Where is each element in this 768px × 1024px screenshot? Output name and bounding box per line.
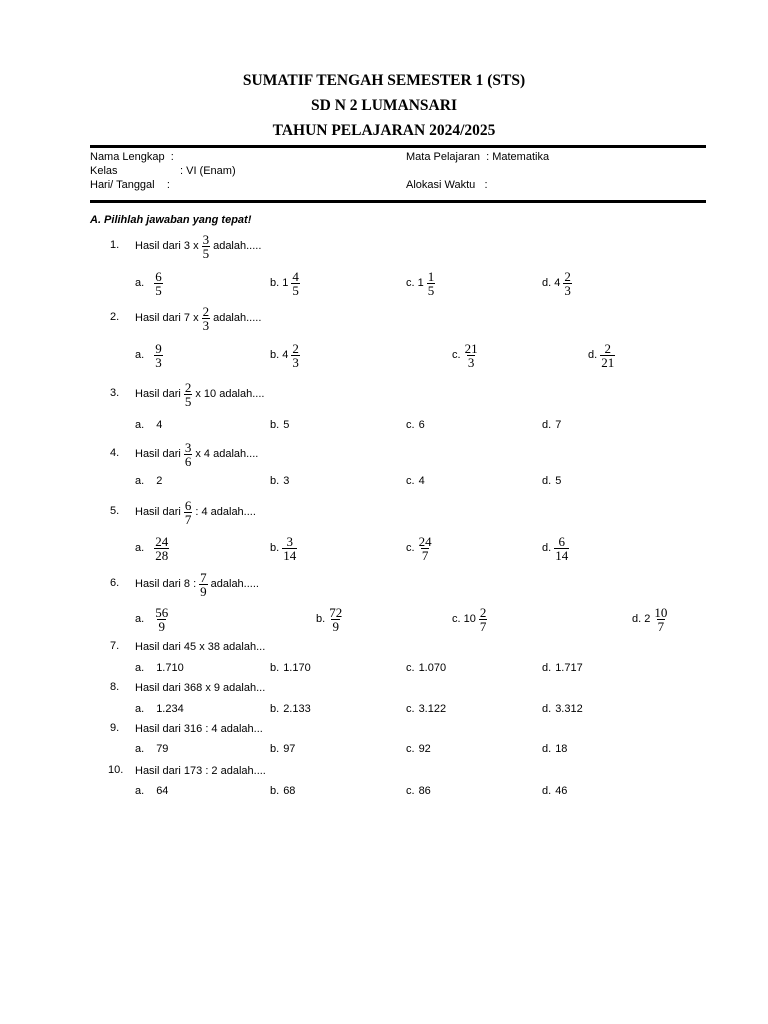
fraction bbox=[328, 606, 343, 633]
answer-option bbox=[542, 269, 575, 297]
option-label: c. bbox=[406, 662, 415, 674]
fraction-numerator: 56 bbox=[155, 604, 169, 620]
option-label: b. bbox=[270, 419, 280, 431]
option-label: c. bbox=[406, 475, 415, 487]
fraction bbox=[418, 535, 433, 562]
answer-option bbox=[135, 534, 172, 562]
fraction-numerator: 9 bbox=[155, 340, 162, 356]
fraction-numerator: 2 bbox=[604, 340, 611, 356]
question-fraction bbox=[184, 381, 193, 408]
question-stem-pre: Hasil dari 7 x bbox=[135, 312, 199, 324]
fraction-numerator: 24 bbox=[418, 533, 432, 549]
option-label: d. bbox=[542, 785, 552, 797]
question-text bbox=[135, 304, 261, 332]
answer-option bbox=[316, 605, 346, 633]
question-text bbox=[135, 232, 261, 260]
answer-option bbox=[588, 341, 618, 369]
question-stem-post: x 4 adalah.... bbox=[195, 448, 259, 460]
option-label: b. 4 bbox=[270, 349, 289, 361]
fraction-denominator: 7 bbox=[657, 618, 665, 634]
fraction-denominator: 14 bbox=[283, 547, 297, 563]
option-label: d. bbox=[542, 703, 552, 715]
fraction-numerator: 4 bbox=[292, 268, 299, 284]
fraction-denominator: 28 bbox=[155, 547, 169, 563]
fraction-denominator: 7 bbox=[479, 618, 487, 634]
question-stem-pre: Hasil dari bbox=[135, 388, 181, 400]
option-label: a. bbox=[135, 419, 145, 431]
fraction-numerator: 6 bbox=[558, 533, 565, 549]
option-value: 4 bbox=[156, 419, 163, 431]
fraction-denominator: 9 bbox=[332, 618, 339, 634]
option-value: 4 bbox=[418, 475, 425, 487]
fraction-numerator: 2 bbox=[479, 604, 487, 620]
option-label: a. bbox=[135, 475, 145, 487]
answer-option bbox=[542, 411, 561, 439]
option-value: 92 bbox=[418, 743, 431, 755]
option-label: d. bbox=[542, 475, 552, 487]
option-label: a. bbox=[135, 613, 145, 625]
question-stem-pre: Hasil dari bbox=[135, 448, 181, 460]
option-value: 2.133 bbox=[283, 703, 311, 715]
option-label: d. bbox=[542, 419, 552, 431]
answer-option bbox=[270, 534, 300, 562]
answer-option bbox=[406, 735, 431, 763]
question-number: 7. bbox=[110, 640, 120, 652]
option-label: a. bbox=[135, 662, 145, 674]
fraction bbox=[154, 606, 169, 633]
option-value: 68 bbox=[283, 785, 296, 797]
option-label: b. bbox=[270, 542, 280, 554]
option-value: 86 bbox=[418, 785, 431, 797]
option-value: 18 bbox=[555, 743, 568, 755]
answer-option bbox=[135, 411, 162, 439]
option-value: 3.122 bbox=[418, 703, 447, 715]
answer-option bbox=[406, 695, 446, 723]
question-text bbox=[135, 498, 256, 526]
answer-option bbox=[452, 605, 490, 633]
answer-option bbox=[542, 467, 561, 495]
question-stem: Hasil dari 368 x 9 adalah... bbox=[135, 682, 266, 694]
question-number: 1. bbox=[110, 239, 120, 251]
fraction-denominator: 7 bbox=[421, 547, 429, 563]
fraction-numerator: 6 bbox=[184, 497, 192, 513]
answer-option bbox=[406, 269, 438, 297]
option-label: d. 4 bbox=[542, 277, 561, 289]
answer-option bbox=[135, 467, 162, 495]
question-stem-post: adalah..... bbox=[210, 578, 259, 590]
question-number: 8. bbox=[110, 681, 120, 693]
fraction-denominator: 5 bbox=[184, 393, 192, 409]
option-label: d. 2 bbox=[632, 613, 651, 625]
option-value: 1.070 bbox=[418, 662, 447, 674]
option-label: b. bbox=[270, 475, 280, 487]
option-label: a. bbox=[135, 743, 145, 755]
question-number: 3. bbox=[110, 387, 120, 399]
fraction bbox=[600, 342, 615, 369]
fraction-denominator: 3 bbox=[202, 317, 210, 333]
fraction bbox=[563, 270, 572, 297]
option-label: b. bbox=[270, 743, 280, 755]
fraction-denominator: 14 bbox=[555, 547, 569, 563]
question-stem-pre: Hasil dari 8 : bbox=[135, 578, 197, 590]
option-label: b. bbox=[270, 785, 280, 797]
option-label: a. bbox=[135, 277, 145, 289]
question-stem-pre: Hasil dari bbox=[135, 506, 181, 518]
fraction bbox=[282, 535, 297, 562]
answer-option bbox=[270, 777, 295, 805]
option-label: a. bbox=[135, 703, 145, 715]
answer-option bbox=[406, 777, 431, 805]
fraction-numerator: 7 bbox=[200, 569, 207, 585]
question-text bbox=[135, 440, 258, 468]
option-label: d. bbox=[542, 662, 552, 674]
option-value: 3 bbox=[283, 475, 290, 487]
option-label: c. bbox=[406, 419, 415, 431]
fraction-numerator: 2 bbox=[184, 379, 192, 395]
question-number: 6. bbox=[110, 577, 120, 589]
question-number: 5. bbox=[110, 505, 120, 517]
question-stem: Hasil dari 45 x 38 adalah... bbox=[135, 641, 266, 653]
question-stem-post: : 4 adalah.... bbox=[195, 506, 256, 518]
answer-option bbox=[135, 341, 166, 369]
exam-title: SUMATIF TENGAH SEMESTER 1 (STS) bbox=[242, 72, 526, 89]
answer-option bbox=[542, 654, 583, 682]
option-value: 5 bbox=[283, 419, 290, 431]
option-value: 1.710 bbox=[156, 662, 184, 674]
question-stem: Hasil dari 173 : 2 adalah.... bbox=[135, 765, 266, 777]
option-label: c. bbox=[406, 743, 415, 755]
question-text bbox=[135, 380, 264, 408]
fraction-numerator: 3 bbox=[184, 439, 192, 455]
option-label: b. bbox=[270, 703, 280, 715]
fraction-numerator: 2 bbox=[564, 268, 571, 284]
fraction-denominator: 9 bbox=[200, 583, 207, 599]
fraction-numerator: 24 bbox=[155, 533, 169, 549]
question-number: 2. bbox=[110, 311, 120, 323]
fraction bbox=[154, 535, 169, 562]
option-value: 1.717 bbox=[555, 662, 583, 674]
option-label: c. bbox=[406, 542, 415, 554]
fraction-numerator: 3 bbox=[286, 533, 293, 549]
fraction-denominator: 5 bbox=[155, 282, 162, 298]
answer-option bbox=[270, 269, 303, 297]
question-fraction bbox=[199, 571, 208, 598]
answer-option bbox=[632, 605, 671, 633]
option-label: b. 1 bbox=[270, 277, 289, 289]
option-value: 2 bbox=[156, 475, 163, 487]
fraction-denominator: 5 bbox=[292, 282, 299, 298]
fraction-denominator: 5 bbox=[202, 245, 210, 261]
fraction-numerator: 2 bbox=[292, 340, 299, 356]
option-value: 79 bbox=[156, 743, 169, 755]
fraction-denominator: 21 bbox=[601, 354, 615, 370]
fraction-denominator: 3 bbox=[467, 354, 475, 370]
answer-option bbox=[406, 534, 436, 562]
option-label: c. bbox=[406, 703, 415, 715]
option-value: 1.234 bbox=[156, 703, 184, 715]
name-label: Nama Lengkap : bbox=[90, 151, 174, 163]
answer-option bbox=[135, 605, 172, 633]
day-date-label: Hari/ Tanggal : bbox=[90, 179, 170, 191]
fraction-numerator: 3 bbox=[202, 231, 210, 247]
fraction-denominator: 9 bbox=[158, 618, 165, 634]
bottom-rule bbox=[90, 200, 706, 203]
answer-option bbox=[542, 534, 572, 562]
option-label: d. bbox=[542, 743, 552, 755]
option-label: d. bbox=[588, 349, 598, 361]
class-value: : VI (Enam) bbox=[180, 165, 236, 177]
option-label: c. bbox=[452, 349, 461, 361]
question-number: 10. bbox=[108, 764, 124, 776]
option-label: b. bbox=[316, 613, 326, 625]
question-number: 9. bbox=[110, 722, 120, 734]
answer-option bbox=[542, 777, 567, 805]
question-fraction bbox=[184, 441, 193, 468]
option-label: b. bbox=[270, 662, 280, 674]
answer-option bbox=[542, 695, 583, 723]
question-fraction bbox=[202, 233, 211, 260]
fraction-denominator: 3 bbox=[155, 354, 162, 370]
question-stem-post: adalah..... bbox=[213, 312, 262, 324]
option-label: c. 1 bbox=[406, 277, 424, 289]
option-value: 3.312 bbox=[555, 703, 583, 715]
fraction bbox=[464, 342, 479, 369]
option-value: 1.170 bbox=[283, 662, 311, 674]
option-label: a. bbox=[135, 785, 145, 797]
option-label: a. bbox=[135, 542, 145, 554]
fraction-numerator: 2 bbox=[202, 303, 210, 319]
fraction bbox=[479, 606, 488, 633]
answer-option bbox=[270, 654, 311, 682]
fraction bbox=[554, 535, 569, 562]
answer-option bbox=[270, 695, 311, 723]
school-name: SD N 2 LUMANSARI bbox=[311, 97, 457, 114]
answer-option bbox=[406, 654, 446, 682]
option-value: 5 bbox=[555, 475, 562, 487]
top-rule bbox=[90, 145, 706, 148]
question-text bbox=[135, 570, 259, 598]
fraction-numerator: 72 bbox=[329, 604, 343, 620]
fraction bbox=[291, 342, 300, 369]
answer-option bbox=[452, 341, 482, 369]
fraction-denominator: 6 bbox=[184, 453, 192, 469]
answer-option bbox=[270, 467, 289, 495]
fraction-denominator: 3 bbox=[292, 354, 299, 370]
question-stem-post: adalah..... bbox=[213, 240, 262, 252]
academic-year: TAHUN PELAJARAN 2024/2025 bbox=[272, 122, 496, 139]
question-number: 4. bbox=[110, 447, 120, 459]
question-stem-pre: Hasil dari 3 x bbox=[135, 240, 199, 252]
answer-option bbox=[270, 341, 303, 369]
fraction bbox=[154, 342, 163, 369]
answer-option bbox=[135, 777, 168, 805]
answer-option bbox=[270, 411, 289, 439]
option-label: a. bbox=[135, 349, 145, 361]
answer-option bbox=[406, 411, 425, 439]
question-fraction bbox=[184, 499, 193, 526]
fraction-numerator: 21 bbox=[464, 340, 478, 356]
answer-option bbox=[270, 735, 295, 763]
option-label: d. bbox=[542, 542, 552, 554]
fraction bbox=[291, 270, 300, 297]
option-value: 6 bbox=[418, 419, 425, 431]
option-label: c. 10 bbox=[452, 613, 476, 625]
fraction bbox=[653, 606, 668, 633]
answer-option bbox=[135, 269, 166, 297]
fraction-denominator: 3 bbox=[564, 282, 571, 298]
answer-option bbox=[542, 735, 567, 763]
fraction-denominator: 7 bbox=[184, 511, 192, 527]
subject-label: Mata Pelajaran : Matematika bbox=[406, 151, 550, 163]
fraction-numerator: 10 bbox=[654, 604, 668, 620]
fraction-numerator: 6 bbox=[155, 268, 162, 284]
section-heading: A. Pilihlah jawaban yang tepat! bbox=[90, 214, 252, 226]
answer-option bbox=[406, 467, 425, 495]
option-value: 46 bbox=[555, 785, 568, 797]
question-fraction bbox=[202, 305, 211, 332]
option-value: 97 bbox=[283, 743, 296, 755]
fraction bbox=[154, 270, 163, 297]
question-stem-post: x 10 adalah.... bbox=[195, 388, 265, 400]
class-label: Kelas bbox=[90, 165, 118, 177]
fraction-denominator: 5 bbox=[427, 282, 435, 298]
option-label: c. bbox=[406, 785, 415, 797]
option-value: 64 bbox=[156, 785, 169, 797]
fraction-numerator: 1 bbox=[427, 268, 435, 284]
option-value: 7 bbox=[555, 419, 562, 431]
time-allocation-label: Alokasi Waktu : bbox=[406, 179, 488, 191]
fraction bbox=[427, 270, 436, 297]
question-stem: Hasil dari 316 : 4 adalah... bbox=[135, 723, 263, 735]
